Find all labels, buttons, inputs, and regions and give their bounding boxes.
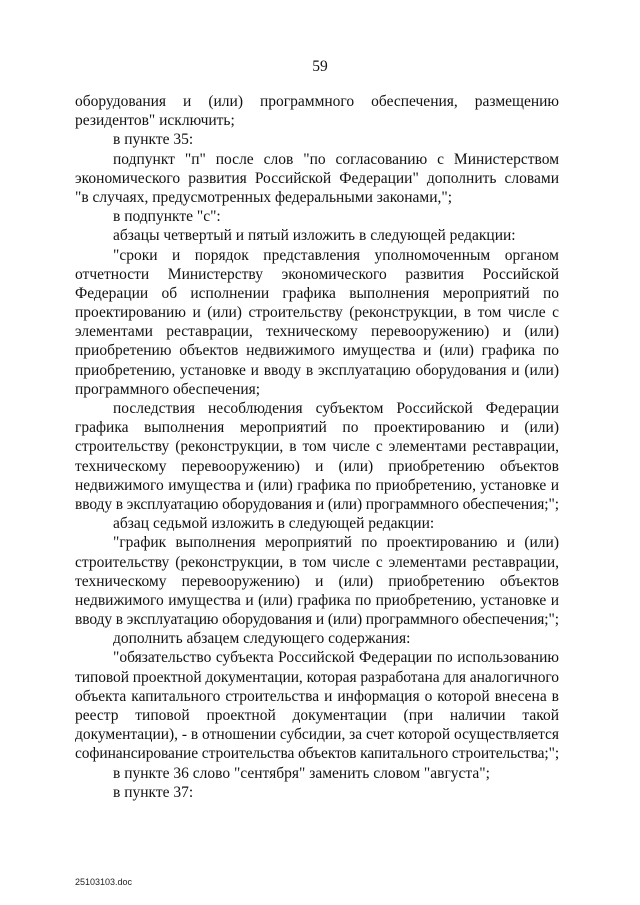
text-line: объекта капитального строительства и информация о которой внесена в xyxy=(75,687,559,705)
file-name-footer: 25103103.doc xyxy=(75,877,133,887)
text-line: недвижимого имущества и (или) графика по приобретению, установке и xyxy=(75,591,559,609)
text-line: в пункте 37: xyxy=(113,783,194,801)
text-line: техническому перевооружению) и (или) приобретению объектов xyxy=(75,457,559,475)
text-line: последствия несоблюдения субъектом Российской Федерации xyxy=(113,400,559,417)
text-line: "в случаях, предусмотренных федеральными законами,"; xyxy=(75,188,453,206)
text-line: софинансирование строительства объектов капитального строительства;"; xyxy=(75,745,560,763)
text-line: строительству (реконструкции, в том числе с элементами реставрации, xyxy=(75,438,559,456)
text-line: графика выполнения мероприятий по проектированию и (или) xyxy=(75,419,559,437)
text-line: отчетности Министерству экономического развития Российской xyxy=(75,265,559,283)
text-line: реестр типовой проектной документации (при наличии такой xyxy=(75,707,559,724)
text-line: резидентов" исключить; xyxy=(75,112,235,130)
text-line: проектированию и (или) строительству (реконструкции, в том числе с xyxy=(75,304,559,322)
text-line: экономического развития Российской Федерации" дополнить словами xyxy=(75,169,559,187)
text-line: в пункте 36 слово "сентября" заменить словом "августа"; xyxy=(113,764,490,782)
text-line: недвижимого имущества и (или) графика по приобретению, установке и xyxy=(75,476,559,494)
text-line: строительству (реконструкции, в том числе с элементами реставрации, xyxy=(75,553,559,571)
text-line: Федерации об исполнении графика выполнения мероприятий по xyxy=(75,284,559,302)
text-line: дополнить абзацем следующего содержания: xyxy=(113,630,411,648)
text-line: оборудования и (или) программного обеспечения, размещению xyxy=(75,93,559,110)
text-line: абзац седьмой изложить в следующей редакции: xyxy=(113,515,435,533)
text-line: приобретению объектов недвижимого имущества и (или) графика по xyxy=(75,342,559,360)
page-number: 59 xyxy=(312,58,328,75)
text-line: подпункт "п" после слов "по согласованию с Министерством xyxy=(113,150,559,168)
text-line: приобретению, установке и вводу в эксплуатацию оборудования и (или) xyxy=(75,361,559,379)
text-line: программного обеспечения; xyxy=(75,380,261,398)
text-line: документации), - в отношении субсидии, за счет которой осуществляется xyxy=(75,726,559,744)
text-line: элементами реставрации, техническому перевооружению) и (или) xyxy=(75,323,559,341)
text-line: вводу в эксплуатацию оборудования и (или) программного обеспечения;"; xyxy=(75,495,559,513)
text-line: "график выполнения мероприятий по проектированию и (или) xyxy=(113,534,559,552)
text-line: типовой проектной документации, которая разработана для аналогичного xyxy=(75,668,559,686)
text-line: "сроки и порядок представления уполномоченным органом xyxy=(113,246,559,264)
text-line: в подпункте "с": xyxy=(113,208,221,226)
text-line: техническому перевооружению) и (или) приобретению объектов xyxy=(75,572,559,590)
text-line: в пункте 35: xyxy=(113,131,194,149)
text-line: вводу в эксплуатацию оборудования и (или) программного обеспечения;"; xyxy=(75,611,559,629)
text-line: "обязательство субъекта Российской Федерации по использованию xyxy=(113,649,559,667)
text-line: абзацы четвертый и пятый изложить в следующей редакции: xyxy=(113,227,516,245)
document-body xyxy=(75,92,559,802)
